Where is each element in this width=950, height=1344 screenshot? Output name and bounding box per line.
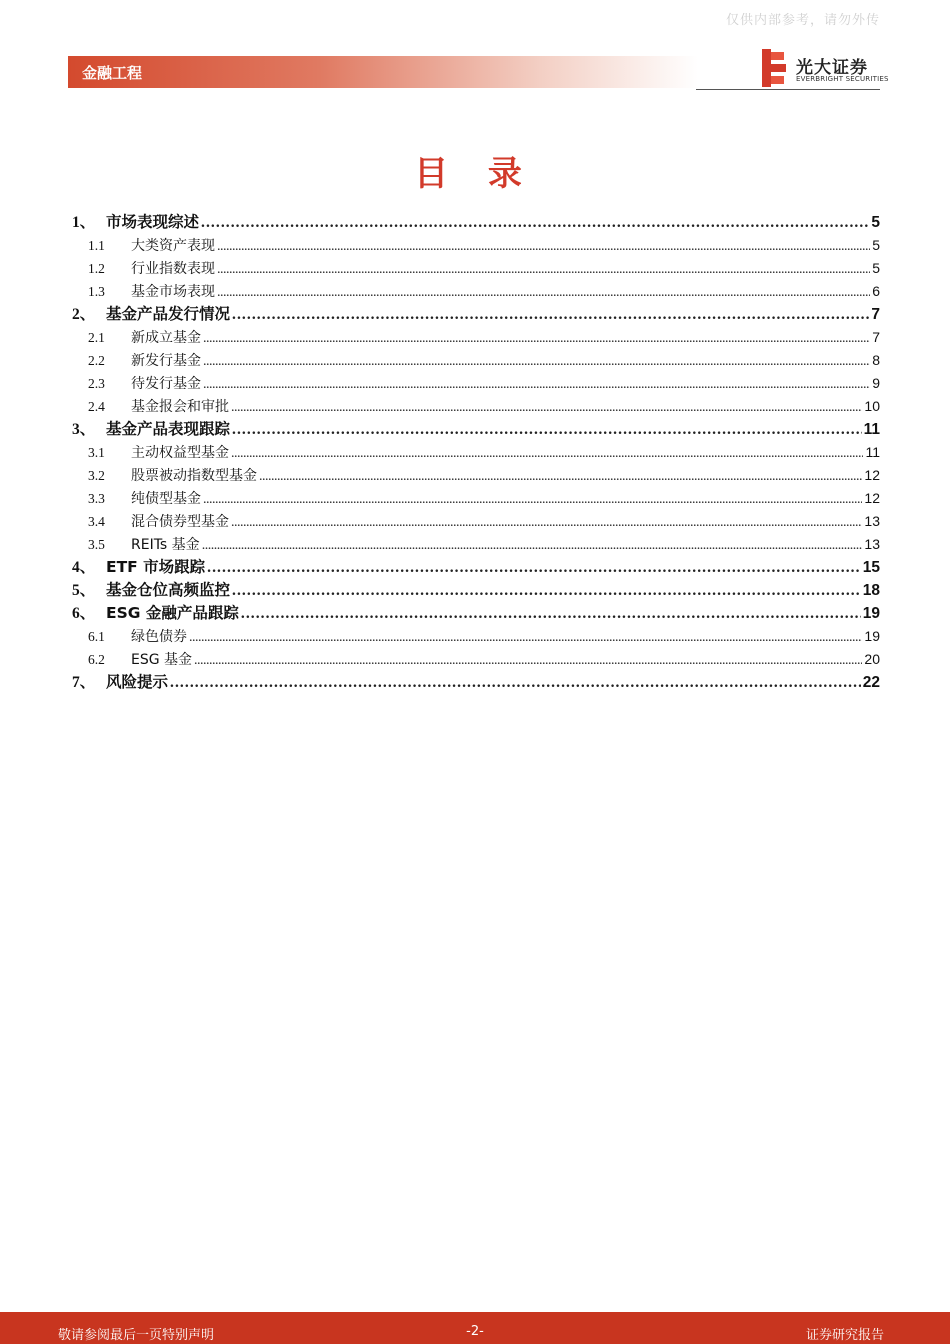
toc-entry-title: 待发行基金	[131, 376, 201, 392]
toc-dot-leader	[217, 281, 870, 303]
toc-entry[interactable]	[72, 349, 880, 372]
toc-dot-leader	[241, 602, 861, 625]
toc-entry-page: 15	[862, 559, 880, 576]
toc-entry[interactable]	[72, 234, 880, 257]
toc-entry-page: 19	[864, 628, 880, 644]
watermark: 仅供内部参考，请勿外传	[725, 13, 880, 28]
toc-entry-title: 新成立基金	[131, 330, 201, 346]
toc-entry-page: 5	[872, 260, 880, 276]
toc-entry-page: 12	[864, 467, 880, 483]
toc-dot-leader	[203, 350, 870, 372]
toc-entry-number: 2.2	[88, 353, 105, 368]
toc-entry-page: 5	[872, 237, 880, 253]
toc-dot-leader	[232, 418, 862, 441]
toc-entry-page: 7	[871, 306, 880, 323]
toc-entry-number: 1.1	[88, 238, 105, 253]
toc-entry-number: 4、	[72, 559, 96, 576]
toc-entry[interactable]	[72, 326, 880, 349]
toc-entry-title: 新发行基金	[131, 353, 201, 369]
toc-entry-number: 3、	[72, 421, 96, 438]
toc-dot-leader	[231, 511, 862, 533]
toc-entry[interactable]	[72, 257, 880, 280]
toc-entry-title: 基金产品发行情况	[106, 305, 231, 323]
toc-entry-page: 11	[863, 421, 880, 438]
toc-entry-number: 3.2	[88, 468, 105, 483]
everbright-logo-icon	[762, 49, 786, 87]
toc-entry-number: 1.3	[88, 284, 105, 299]
toc-entry-title: 基金产品表现跟踪	[106, 420, 231, 438]
toc-entry[interactable]	[72, 280, 880, 303]
toc-entry-title: REITs 基金	[131, 537, 200, 553]
toc-entry[interactable]	[72, 395, 880, 418]
toc-entry-number: 6、	[72, 605, 96, 622]
footer-report-type: 证券研究报告	[805, 1328, 884, 1343]
toc-entry-page: 13	[864, 536, 880, 552]
toc-entry-page: 19	[862, 605, 880, 622]
toc-entry[interactable]	[72, 211, 880, 234]
toc-dot-leader	[203, 373, 870, 395]
toc-entry[interactable]	[72, 487, 880, 510]
toc-entry-page: 7	[872, 329, 880, 345]
toc-dot-leader	[202, 534, 863, 556]
toc-dot-leader	[194, 649, 862, 671]
toc-entry-number: 3.1	[88, 445, 105, 460]
toc-entry-page: 6	[872, 283, 880, 299]
logo-subtitle: EVERBRIGHT SECURITIES	[796, 75, 889, 83]
toc-entry[interactable]	[72, 625, 880, 648]
toc-dot-leader	[217, 258, 870, 280]
toc-entry-number: 2.4	[88, 399, 105, 414]
toc-entry-title: 市场表现综述	[106, 213, 200, 231]
toc-entry[interactable]	[72, 648, 880, 671]
toc-entry-number: 1、	[72, 214, 96, 231]
toc-dot-leader	[259, 465, 862, 487]
toc-entry-title: 纯债型基金	[131, 491, 201, 507]
toc-entry[interactable]	[72, 671, 880, 694]
toc-entry-title: ETF 市场跟踪	[106, 558, 206, 576]
toc-entry-title: 股票被动指数型基金	[131, 468, 257, 484]
toc-entry-title: ESG 基金	[131, 652, 193, 668]
toc-entry-number: 3.4	[88, 514, 105, 529]
toc-entry-title: 基金报会和审批	[131, 399, 229, 415]
toc-entry-number: 1.2	[88, 261, 105, 276]
toc-dot-leader	[189, 626, 862, 648]
toc-entry-page: 11	[865, 444, 880, 460]
toc-dot-leader	[170, 671, 861, 694]
table-of-contents	[72, 211, 880, 694]
toc-entry-title: 大类资产表现	[131, 238, 215, 254]
section-label: 金融工程	[82, 64, 143, 82]
toc-entry-page: 8	[872, 352, 880, 368]
toc-entry[interactable]	[72, 579, 880, 602]
toc-entry-page: 10	[864, 398, 880, 414]
toc-entry[interactable]	[72, 602, 880, 625]
toc-entry-number: 6.2	[88, 652, 105, 667]
header-band	[68, 56, 698, 88]
toc-entry-page: 18	[862, 582, 880, 599]
toc-entry[interactable]	[72, 533, 880, 556]
toc-entry-page: 9	[872, 375, 880, 391]
toc-dot-leader	[231, 396, 862, 418]
toc-dot-leader	[231, 442, 863, 464]
toc-entry-number: 6.1	[88, 629, 105, 644]
toc-dot-leader	[203, 327, 870, 349]
toc-entry-number: 7、	[72, 674, 96, 691]
toc-dot-leader	[232, 303, 869, 326]
page-number: -2-	[466, 1324, 484, 1339]
toc-entry-number: 3.5	[88, 537, 105, 552]
toc-entry-number: 2、	[72, 306, 96, 323]
toc-entry[interactable]	[72, 372, 880, 395]
toc-dot-leader	[207, 556, 861, 579]
toc-entry-number: 3.3	[88, 491, 105, 506]
toc-entry-number: 2.1	[88, 330, 105, 345]
toc-entry-title: 基金仓位高频监控	[106, 581, 231, 599]
toc-entry[interactable]	[72, 441, 880, 464]
toc-dot-leader	[201, 211, 869, 234]
toc-dot-leader	[232, 579, 861, 602]
toc-entry-title: ESG 金融产品跟踪	[106, 604, 239, 622]
toc-entry-title: 基金市场表现	[131, 284, 215, 300]
toc-entry-number: 2.3	[88, 376, 105, 391]
toc-entry-title: 行业指数表现	[131, 261, 215, 277]
toc-entry-title: 主动权益型基金	[131, 445, 229, 461]
toc-entry[interactable]	[72, 303, 880, 326]
toc-entry-title: 绿色债券	[131, 629, 187, 645]
toc-entry[interactable]	[72, 556, 880, 579]
toc-entry-page: 5	[871, 214, 880, 231]
toc-entry-page: 20	[864, 651, 880, 667]
toc-title: 目 录	[414, 154, 536, 194]
toc-entry-page: 13	[864, 513, 880, 529]
toc-entry[interactable]	[72, 418, 880, 441]
toc-dot-leader	[203, 488, 862, 510]
toc-dot-leader	[217, 235, 870, 257]
toc-entry-title: 风险提示	[106, 673, 169, 691]
toc-entry[interactable]	[72, 510, 880, 533]
footer-disclaimer: 敬请参阅最后一页特别声明	[58, 1328, 215, 1343]
toc-entry[interactable]	[72, 464, 880, 487]
logo-name: 光大证券	[796, 58, 868, 78]
toc-entry-page: 12	[864, 490, 880, 506]
toc-entry-page: 22	[862, 674, 880, 691]
toc-entry-title: 混合债券型基金	[131, 514, 229, 530]
toc-entry-number: 5、	[72, 582, 96, 599]
header-divider	[696, 89, 880, 90]
